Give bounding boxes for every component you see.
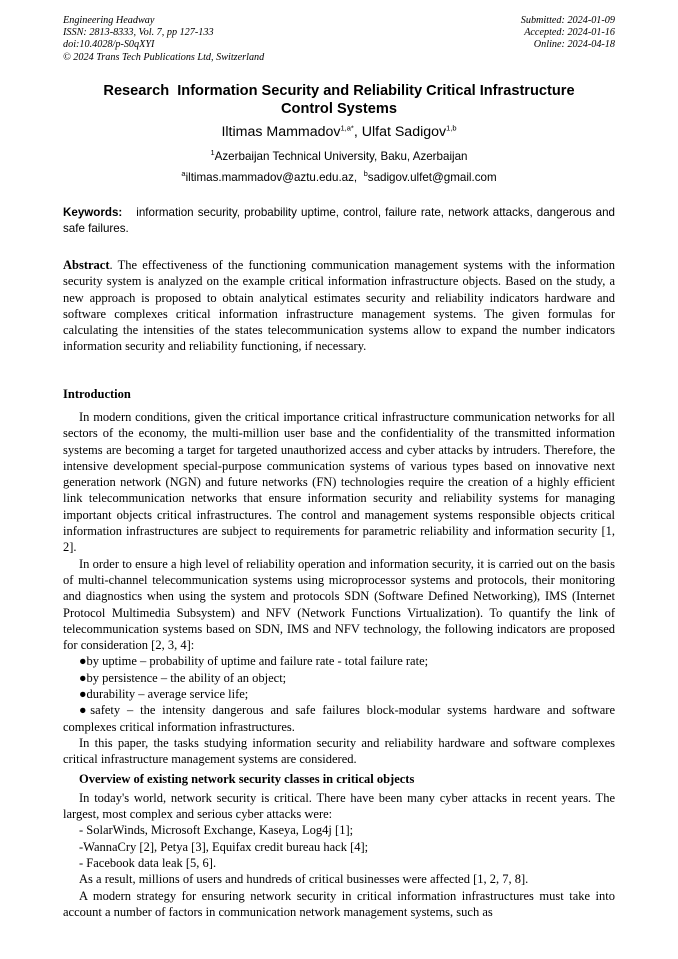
author-separator: ,	[353, 124, 362, 140]
title-line-1: Research Information Security and Reliability Critical Infrastructure	[103, 83, 575, 99]
affiliation	[63, 149, 615, 164]
overview-paragraph-1: In today's world, network security is critical. There have been many cyber attacks in recent years. The largest, most complex and serious cyber attacks were:	[63, 790, 615, 822]
affiliation-text: Azerbaijan Technical University, Baku, Azerbaijan	[214, 150, 468, 163]
attack-item-1: - SolarWinds, Microsoft Exchange, Kaseya, Log4j [1];	[79, 823, 354, 838]
body-text	[63, 409, 615, 920]
author-emails	[63, 170, 615, 185]
attack-item-2: -WannaCry [2], Petya [3], Equifax credit bureau hack [4];	[79, 839, 369, 854]
journal-doi: doi:10.4028/p-S0qXYI	[63, 39, 155, 51]
email-b: sadigov.ulfet@gmail.com	[367, 171, 497, 184]
intro-paragraph-2: In order to ensure a high level of reliability operation and information security, it is carried out on the basis of multi-channel telecommunication systems using microprocessor systems and protocols, their monitoring and diagnostics when using the system and protocols SDN (Software Defined Networking), IMS (Internet Protocol Multimedia Subsystem) and NFV (Network Functions Virtualization). To quantify the link of telecommunication systems based on SDN, IMS and NFV technology, the following indicators are proposed for consideration [2, 3, 4]:	[63, 556, 615, 653]
paper-title	[63, 82, 615, 118]
journal-name: Engineering Headway	[63, 15, 155, 26]
attack-item-3: - Facebook data leak [5, 6].	[79, 856, 217, 871]
author-1: Iltimas Mammadov	[221, 124, 341, 140]
online-date: Online: 2024-04-18	[533, 39, 615, 51]
abstract-label: Abstract	[63, 258, 110, 272]
introduction-heading: Introduction	[63, 387, 131, 401]
overview-paragraph-2: As a result, millions of users and hundreds of critical businesses were affected [1, 2, 7, 8].	[79, 872, 529, 887]
intro-paragraph-3: In this paper, the tasks studying information security and reliability hardware and software complexes critical infrastructure management systems are considered.	[63, 735, 615, 767]
overview-heading: Overview of existing network security classes in critical objects	[79, 771, 415, 786]
abstract-text: . The effectiveness of the functioning communication management systems with the information security system is analyzed on the example critical information infrastructure objects. Based on the study, a new approach is proposed to obtain analytical estimates security and reliability indicators hardware and software complexes critical information infrastructure management systems. The given formulas for calculating the intensities of the states telecommunication systems allow to expand the number indicators information security and reliability functioning, if necessary.	[63, 258, 615, 354]
author-list	[63, 123, 615, 141]
author-2-affil: 1,b	[446, 123, 457, 133]
abstract-section	[63, 257, 615, 355]
accepted-date: Accepted: 2024-01-16	[524, 27, 615, 39]
bullet-durability: ●durability – average service life;	[79, 687, 249, 702]
title-line-2: Control Systems	[281, 101, 397, 117]
email-a-mark: a	[181, 169, 186, 179]
bullet-safety: ●safety – the intensity dangerous and safe failures block-modular systems hardware and software complexes critical information infrastructures.	[63, 703, 615, 734]
author-2: Ulfat Sadigov	[361, 124, 447, 140]
journal-info	[63, 15, 264, 64]
intro-paragraph-1: In modern conditions, given the critical importance critical infrastructure communication networks for all sectors of the economy, the multi-million user base and the confidentiality of the transmitted information systems are becoming a target for targeted unauthorized access and cyber attacks by intruders. Therefore, the intensive development special-purpose communication systems of various types based on innovative next generation network (NGN) and future networks (FN) technologies require the creation of a highly efficient link telecommunication networks that ensure information security and reliability systems for managing important objects critical infrastructures. The control and management systems responsible objects critical information infrastructures are subject to requirements for parametric reliability and information security [1, 2].	[63, 410, 615, 555]
keywords-label: Keywords:	[63, 206, 123, 219]
email-b-mark: b	[363, 169, 368, 179]
affiliation-number: 1	[210, 148, 215, 158]
author-1-affil: 1,a*	[340, 123, 354, 133]
bullet-uptime: ●by uptime – probability of uptime and failure rate - total failure rate;	[79, 654, 429, 669]
keywords-section	[63, 205, 615, 237]
journal-copyright: © 2024 Trans Tech Publications Ltd, Switzerland	[63, 51, 265, 63]
email-a: iltimas.mammadov@aztu.edu.az,	[185, 171, 358, 184]
submission-dates	[521, 15, 615, 52]
introduction-heading-block	[63, 386, 615, 402]
submitted-date: Submitted: 2024-01-09	[520, 15, 615, 26]
journal-issn: ISSN: 2813-8333, Vol. 7, pp 127-133	[63, 27, 214, 39]
bullet-persistence: ●by persistence – the ability of an object;	[79, 670, 287, 685]
keywords-text: information security, probability uptime, control, failure rate, network attacks, dangerous and safe failures.	[63, 206, 615, 235]
overview-paragraph-3: A modern strategy for ensuring network security in critical information infrastructures must take into account a number of factors in communication network management systems, such as	[63, 888, 615, 919]
